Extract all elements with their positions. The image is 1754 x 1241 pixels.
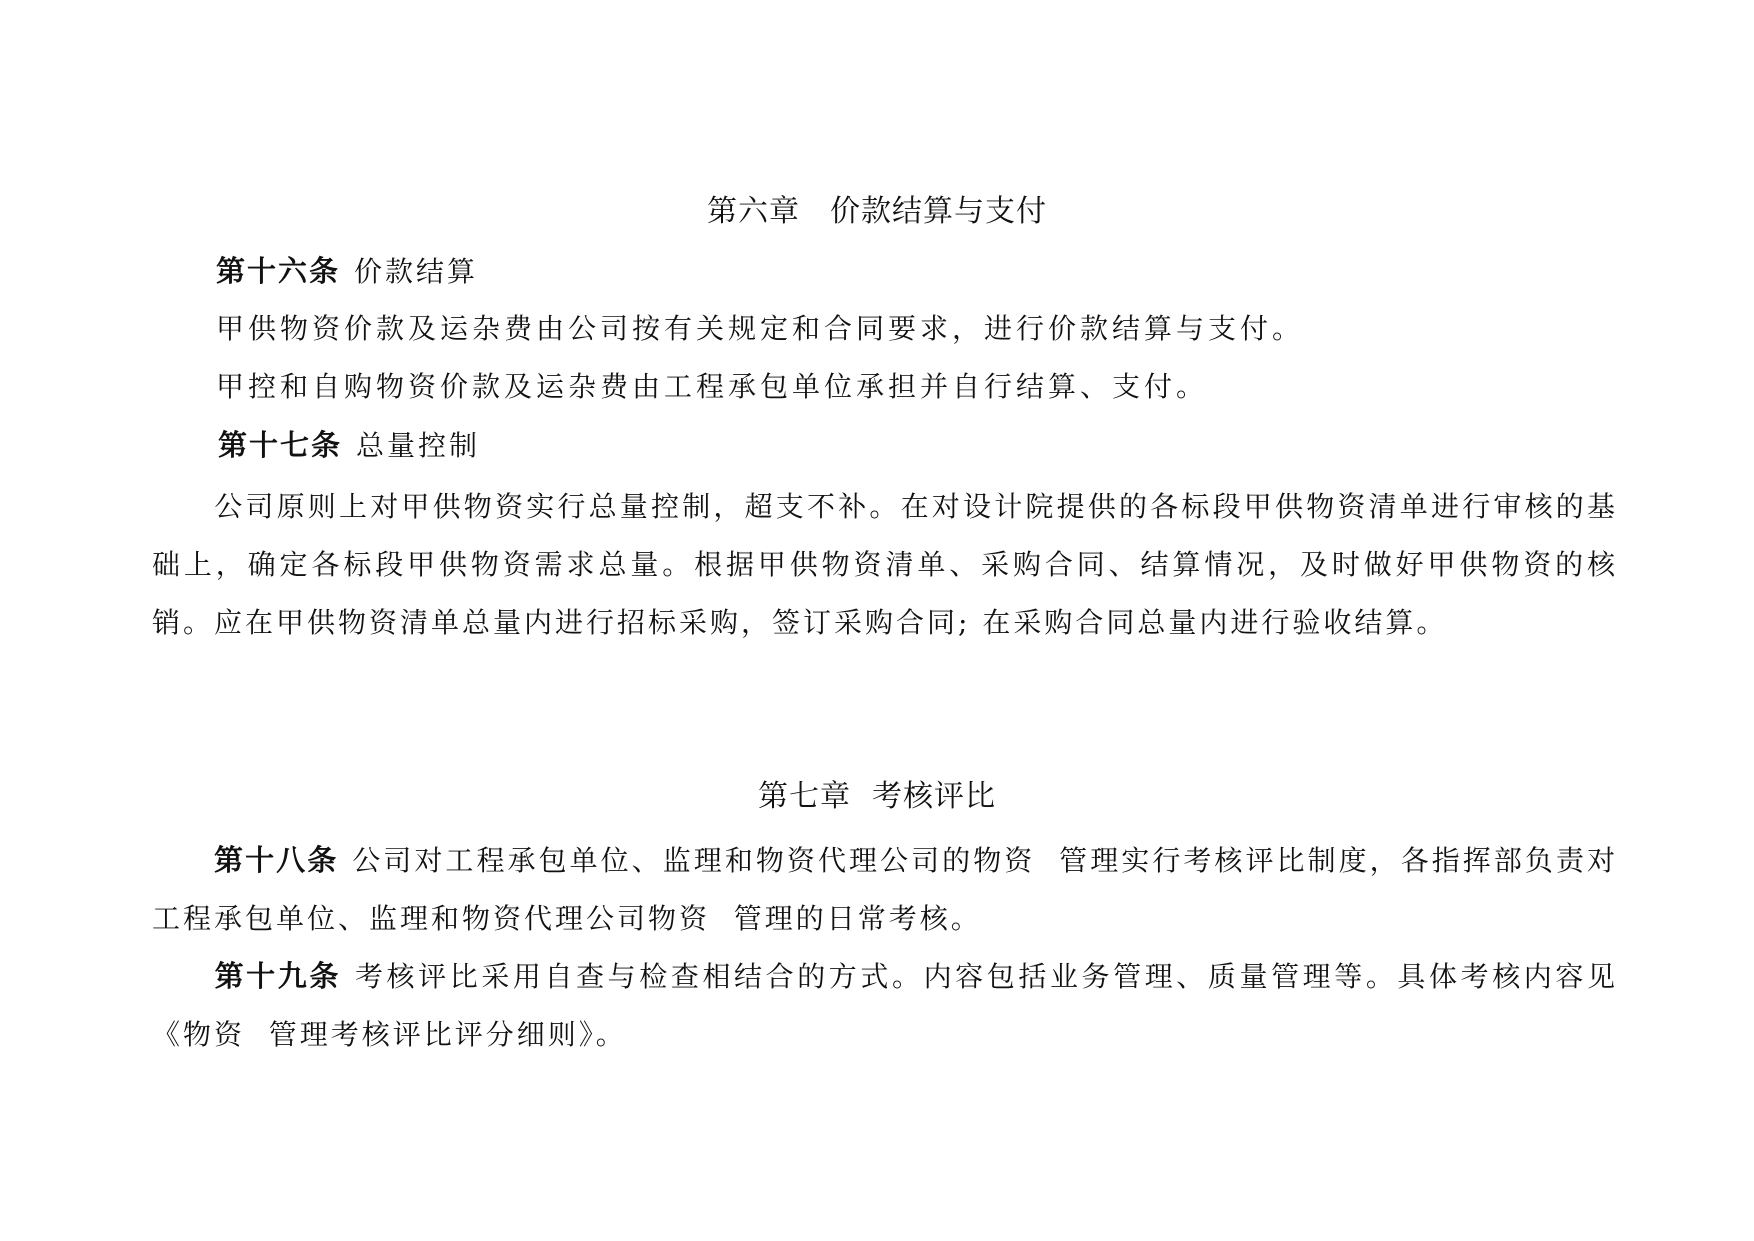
article-17-number: 第十七条 — [218, 428, 343, 462]
chapter-6-name: 价款结算与支付 — [830, 194, 1047, 229]
article-17-title: 总量控制 — [356, 429, 481, 462]
article-16-number: 第十六条 — [216, 254, 341, 288]
article-17-body-text: 公司原则上对甲供物资实行总量控制，超支不补。在对设计院提供的各标段甲供物资清单进行审核的基础上，确定各标段甲供物资需求总量。根据甲供物资清单、采购合同、结算情况，及时做好甲供物资的核销。应在甲供物资清单总量内进行招标采购，签订采购合同; 在采购合同总量内进行验收结算。 — [152, 490, 1618, 639]
chapter-7-title: 第七章 考核评比 — [757, 779, 997, 814]
article-18-body: 公司对工程承包单位、监理和物资代理公司的物资 管理实行考核评比制度，各指挥部负责对工程承包单位、监理和物资代理公司物资 管理的日常考核。 — [152, 844, 1618, 935]
article-16-paragraph-2: 甲控和自购物资价款及运杂费由工程承包单位承担并自行结算、支付。 — [216, 370, 1209, 403]
article-16-paragraph-1: 甲供物资价款及运杂费由公司按有关规定和合同要求，进行价款结算与支付。 — [216, 312, 1305, 345]
chapter-6-number: 第六章 — [707, 194, 800, 229]
article-17-heading — [218, 425, 480, 466]
article-18 — [152, 831, 1618, 948]
article-19-body: 考核评比采用自查与检查相结合的方式。内容包括业务管理、质量管理等。具体考核内容见《物资 管理考核评比评分细则》。 — [152, 960, 1618, 1051]
article-19-number: 第十九条 — [214, 959, 341, 993]
article-16-title: 价款结算 — [354, 255, 479, 288]
article-17-body — [152, 478, 1618, 652]
article-18-number: 第十八条 — [214, 843, 339, 877]
chapter-6-title — [0, 192, 1754, 232]
article-19 — [152, 947, 1618, 1064]
article-16-heading — [216, 251, 478, 292]
